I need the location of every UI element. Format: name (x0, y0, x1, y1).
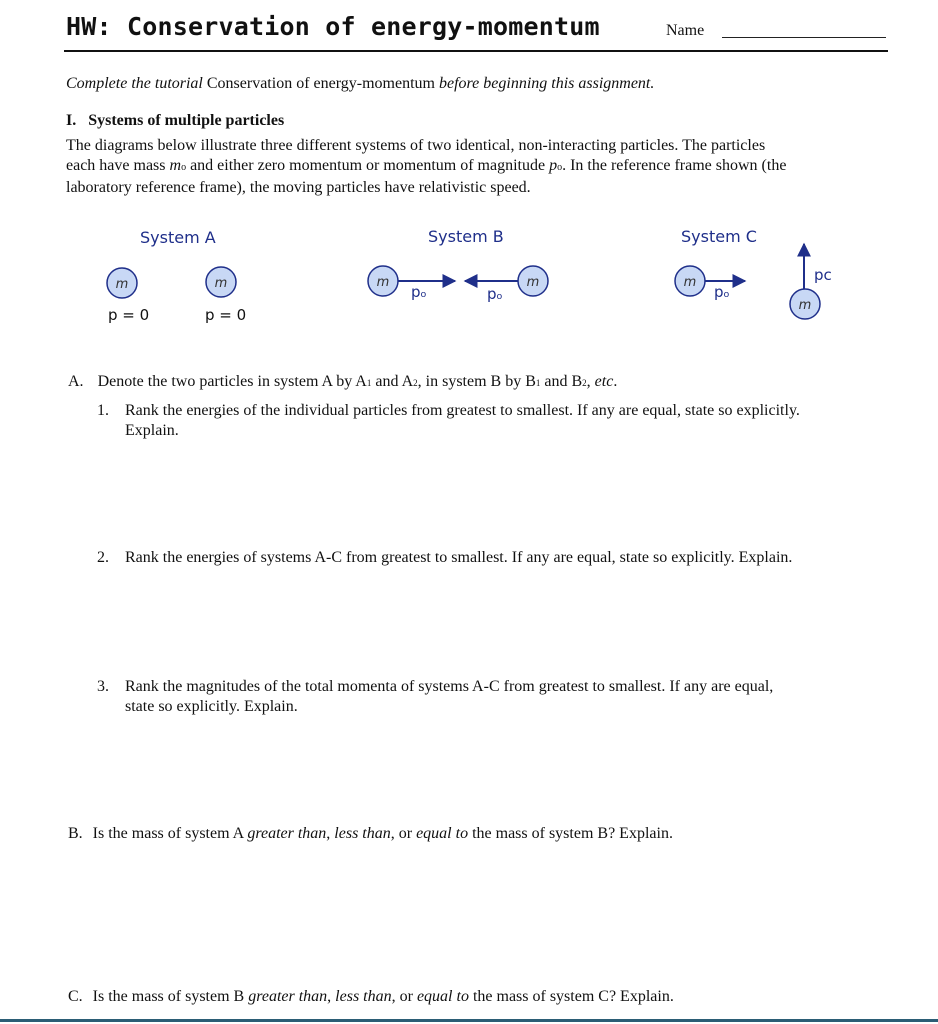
question-text: Denote the two particles in system A by A (97, 373, 367, 390)
subscript-o: o (557, 162, 563, 173)
question-text: Rank the energies of the individual particles from greatest to smallest. If any are equal, state so explicitly. (125, 402, 800, 419)
particle-mass-label: m (214, 276, 228, 291)
question-text: , or (390, 825, 417, 842)
body-text: . In the reference frame shown (the (562, 157, 787, 174)
question-c (68, 987, 674, 1007)
option-less: less than (335, 988, 392, 1005)
particle-mass-label: m (115, 277, 129, 292)
system-c-particle-2 (790, 289, 820, 319)
question-text: . (613, 373, 618, 390)
name-label: Name (666, 22, 705, 39)
system-b-particle-1 (368, 266, 398, 296)
question-text: the mass of system C? Explain. (468, 988, 674, 1005)
section-heading: I. Systems of multiple particles (66, 112, 285, 129)
system-a-p-right: p = 0 (205, 306, 247, 324)
question-b (68, 824, 673, 844)
question-text: , (586, 373, 595, 390)
intro-part3: before beginning this assignment. (438, 75, 655, 92)
question-a2 (97, 548, 897, 568)
particle-mass-label: m (376, 275, 390, 290)
question-text-etc: etc (594, 373, 614, 390)
system-c-p-horizontal: pₒ (714, 283, 730, 301)
option-greater: greater than (248, 988, 328, 1005)
particle-diagram (0, 0, 938, 340)
question-label: A. (68, 373, 84, 390)
body-text: and either zero momentum or momentum of magnitude (186, 157, 550, 174)
section-body-line3: laboratory reference frame), the moving particles have relativistic speed. (66, 179, 531, 196)
question-a (68, 372, 617, 393)
mass-variable: m (169, 157, 182, 174)
intro-tutorial-name: Conservation of energy-momentum (202, 75, 439, 92)
subscript: 1 (535, 378, 541, 388)
system-b-p-left: pₒ (411, 283, 427, 301)
question-text: , in system B by B (417, 373, 536, 390)
question-number: 2. (97, 549, 109, 566)
question-label: B. (68, 825, 83, 842)
question-text: the mass of system B? Explain. (468, 825, 673, 842)
page-title: HW: Conservation of energy-momentum (66, 12, 600, 41)
option-less: less than (334, 825, 391, 842)
system-b-p-right: pₒ (487, 285, 503, 303)
system-b-particle-2 (518, 266, 548, 296)
question-text: Explain. (125, 422, 179, 439)
option-equal: equal to (416, 825, 469, 842)
question-text: Is the mass of system B (92, 988, 249, 1005)
system-c-particle-1 (675, 266, 705, 296)
question-text: , (327, 988, 336, 1005)
question-text: and B (540, 373, 583, 390)
question-a3 (97, 677, 897, 717)
question-a1 (97, 401, 897, 441)
system-a-particle-2 (206, 267, 236, 297)
system-c-label: System C (681, 227, 757, 246)
section-body-line1: The diagrams below illustrate three different systems of two identical, non-interacting particles. The particles (66, 137, 766, 154)
question-label: C. (68, 988, 83, 1005)
system-c-p-vertical: pc (814, 266, 832, 284)
intro-part1: Complete the tutorial (66, 75, 203, 92)
system-a-particle-1 (107, 268, 137, 298)
system-a-label: System A (140, 228, 216, 247)
system-a-p-left: p = 0 (108, 306, 150, 324)
particle-mass-label: m (526, 275, 540, 290)
question-number: 3. (97, 678, 109, 695)
page-bottom-border (0, 1019, 938, 1022)
option-equal: equal to (416, 988, 469, 1005)
question-number: 1. (97, 402, 109, 419)
question-text: , (326, 825, 335, 842)
subscript: 1 (366, 378, 372, 388)
option-greater: greater than (247, 825, 327, 842)
question-text: Rank the energies of systems A-C from greatest to smallest. If any are equal, state so explicitly. Explain. (125, 549, 793, 566)
particle-mass-label: m (683, 275, 697, 290)
question-text: , or (391, 988, 417, 1005)
body-text: each have mass (66, 157, 170, 174)
question-text: state so explicitly. Explain. (125, 698, 298, 715)
system-b-label: System B (428, 227, 504, 246)
question-text: Is the mass of system A (92, 825, 248, 842)
question-text: Rank the magnitudes of the total momenta of systems A-C from greatest to smallest. If any are equal, (125, 678, 774, 695)
subscript: 2 (413, 378, 418, 388)
subscript-o: o (181, 162, 187, 173)
question-text: and A (371, 373, 414, 390)
momentum-variable: p (549, 157, 558, 174)
particle-mass-label: m (798, 298, 812, 313)
subscript: 2 (582, 378, 587, 388)
